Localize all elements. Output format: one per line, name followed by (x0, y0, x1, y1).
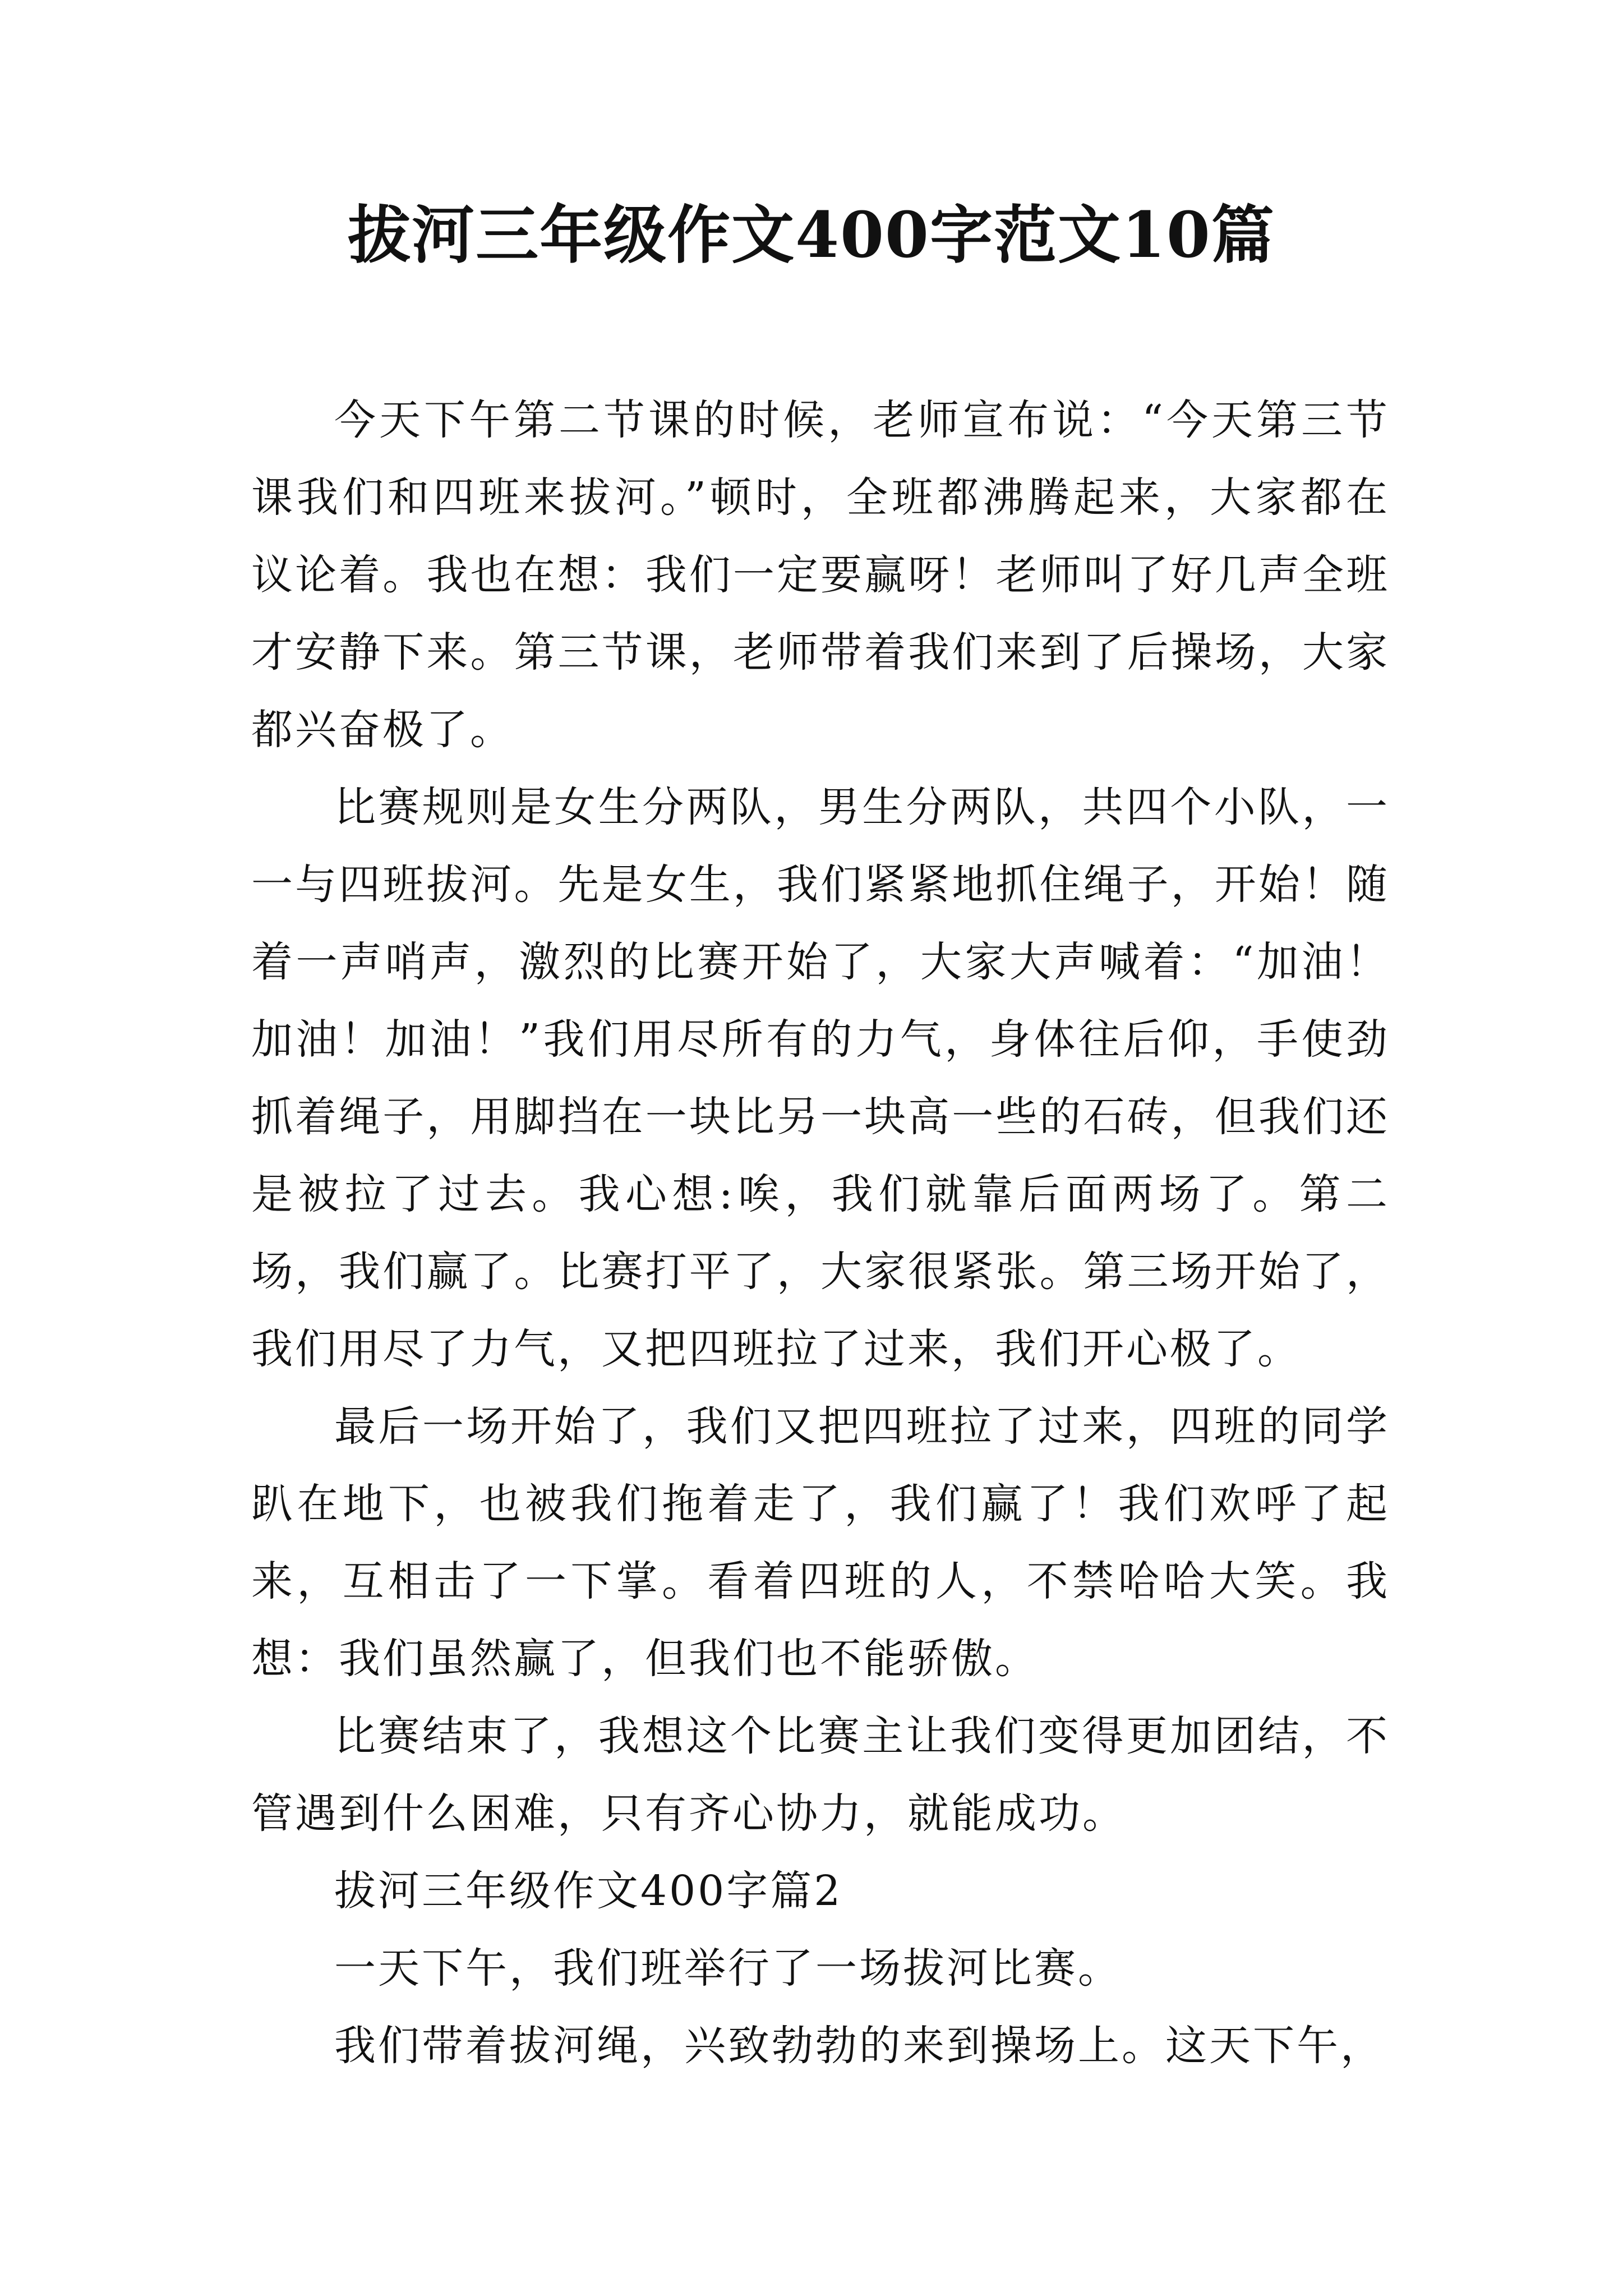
document-title: 拔河三年级作文400字范文10篇 (348, 199, 1275, 272)
paragraph: 今天下午第二节课的时候，老师宣布说：“今天第三节课我们和四班来拔河。”顿时，全班都沸腾起来，大家都在议论着。我也在想：我们一定要赢呀！老师叫了好几声全班才安静下来。第三节课，老师带着我们来到了后操场，大家都兴奋极了。 (251, 396, 1390, 754)
document-body (251, 381, 1390, 2085)
paragraph: 最后一场开始了，我们又把四班拉了过来，四班的同学趴在地下，也被我们拖着走了，我们赢了！我们欢呼了起来，互相击了一下掌。看着四班的人，不禁哈哈大笑。我想：我们虽然赢了，但我们也不能骄傲。 (251, 1402, 1390, 1683)
paragraph: 我们带着拔河绳，兴致勃勃的来到操场上。这天下午， (334, 2022, 1384, 2070)
paragraph: 比赛结束了，我想这个比赛主让我们变得更加团结，不管遇到什么困难，只有齐心协力，就能成功。 (251, 1712, 1390, 1838)
section-heading: 拔河三年级作文400字篇2 (334, 1867, 843, 1915)
paragraph: 一天下午，我们班举行了一场拔河比赛。 (334, 1944, 1122, 1993)
paragraph: 比赛规则是女生分两队，男生分两队，共四个小队，一一与四班拔河。先是女生，我们紧紧地抓住绳子，开始！随着一声哨声，激烈的比赛开始了，大家大声喊着：“加油！加油！加油！”我们用尽所有的力气，身体往后仰，手使劲抓着绳子，用脚挡在一块比另一块高一些的石砖，但我们还是被拉了过去。我心想:唉，我们就靠后面两场了。第二场，我们赢了。比赛打平了，大家很紧张。第三场开始了，我们用尽了力气，又把四班拉了过来，我们开心极了。 (251, 783, 1390, 1373)
